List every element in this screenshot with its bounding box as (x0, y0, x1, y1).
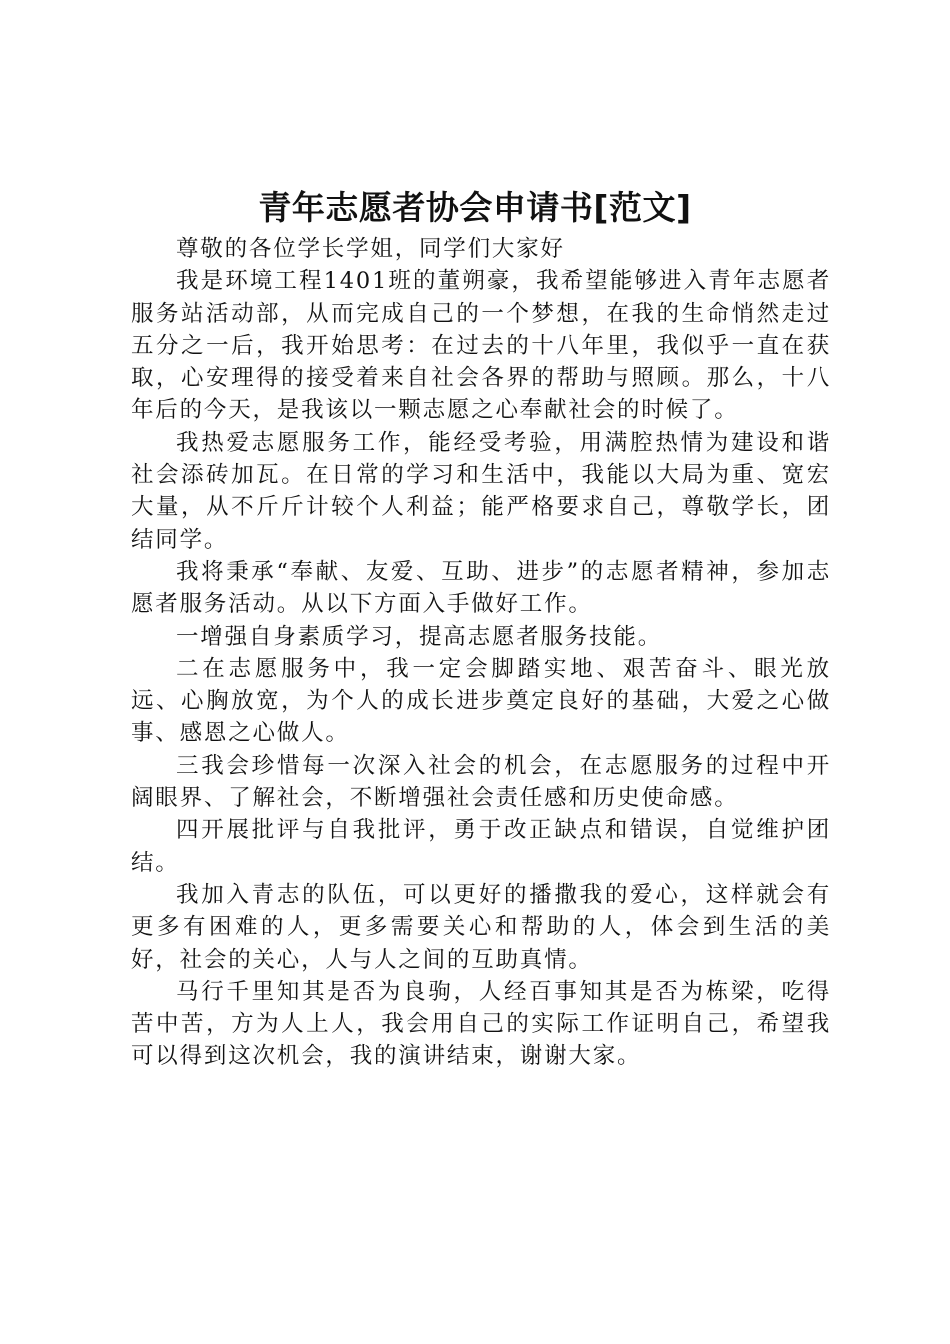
document-title: 青年志愿者协会申请书[范文] (258, 188, 692, 227)
point-four-paragraph: 四开展批评与自我批评，勇于改正缺点和错误，自觉维护团结。 (131, 817, 831, 876)
point-three-paragraph: 三我会珍惜每一次深入社会的机会，在志愿服务的过程中开阔眼界、了解社会，不断增强社会责任感和历史使命感。 (131, 752, 831, 812)
motivation-paragraph: 我热爱志愿服务工作，能经受考验，用满腔热情为建设和谐社会添砖加瓦。在日常的学习和生活中，我能以大局为重、宽宏大量，从不斤斤计较个人利益；能严格要求自己，尊敬学长，团结同学。 (131, 429, 831, 553)
benefit-paragraph: 我加入青志的队伍，可以更好的播撒我的爱心，这样就会有更多有困难的人，更多需要关心和帮助的人，体会到生活的美好，社会的关心，人与人之间的互助真情。 (131, 881, 831, 973)
salutation-paragraph: 尊敬的各位学长学姐，同学们大家好 (176, 236, 565, 262)
point-two-paragraph: 二在志愿服务中，我一定会脚踏实地、艰苦奋斗、眼光放远、心胸放宽，为个人的成长进步奠定良好的基础，大爱之心做事、感恩之心做人。 (131, 655, 831, 747)
point-one-paragraph: 一增强自身素质学习，提高志愿者服务技能。 (176, 623, 663, 650)
spirit-paragraph: 我将秉承“奉献、友爱、互助、进步”的志愿者精神，参加志愿者服务活动。从以下方面入手做好工作。 (131, 558, 831, 618)
document-body (131, 233, 831, 1073)
intro-paragraph: 我是环境工程1401班的董朔豪，我希望能够进入青年志愿者服务站活动部，从而完成自己的一个梦想，在我的生命悄然走过五分之一后，我开始思考：在过去的十八年里，我似乎一直在获取，心安理得的接受着来自社会各界的帮助与照顾。那么，十八年后的今天，是我该以一颗志愿之心奉献社会的时候了。 (131, 268, 831, 424)
closing-paragraph: 马行千里知其是否为良驹，人经百事知其是否为栋梁，吃得苦中苦，方为人上人，我会用自己的实际工作证明自己，希望我可以得到这次机会，我的演讲结束，谢谢大家。 (131, 978, 831, 1070)
